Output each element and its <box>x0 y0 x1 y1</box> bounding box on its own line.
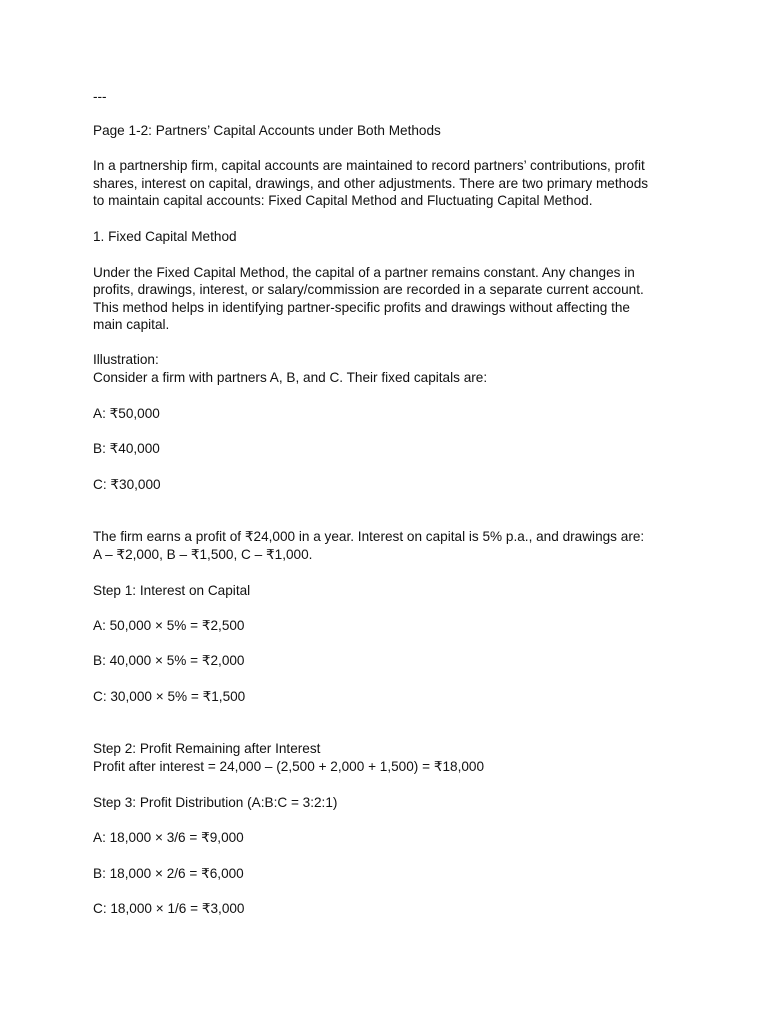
section-body-line-2: profits, drawings, interest, or salary/commission are recorded in a separate current account. <box>93 282 644 297</box>
capital-item: B: ₹40,000 <box>93 441 160 456</box>
step3-line: A: 18,000 × 3/6 = ₹9,000 <box>93 830 244 845</box>
step3-title: Step 3: Profit Distribution (A:B:C = 3:2:1) <box>93 795 338 810</box>
step1-line: B: 40,000 × 5% = ₹2,000 <box>93 653 245 668</box>
profit-text-line-2: A – ₹2,000, B – ₹1,500, C – ₹1,000. <box>93 547 313 562</box>
section-body-line-3: This method helps in identifying partner-specific profits and drawings without affecting the <box>93 300 630 315</box>
separator: --- <box>93 89 107 104</box>
section-body-line-4: main capital. <box>93 317 170 332</box>
intro-line-2: shares, interest on capital, drawings, and other adjustments. There are two primary methods <box>93 176 649 191</box>
step3-line: C: 18,000 × 1/6 = ₹3,000 <box>93 901 245 916</box>
step3-line: B: 18,000 × 2/6 = ₹6,000 <box>93 866 244 881</box>
profit-text-line-1: The firm earns a profit of ₹24,000 in a year. Interest on capital is 5% p.a., and drawings are: <box>93 529 645 544</box>
section-title: 1. Fixed Capital Method <box>93 229 237 244</box>
page-heading: Page 1-2: Partners’ Capital Accounts under Both Methods <box>93 123 441 138</box>
step2-text: Profit after interest = 24,000 – (2,500 + 2,000 + 1,500) = ₹18,000 <box>93 759 485 774</box>
intro-line-1: In a partnership firm, capital accounts are maintained to record partners’ contributions, profit <box>93 158 645 173</box>
illustration-text: Consider a firm with partners A, B, and C. Their fixed capitals are: <box>93 370 488 385</box>
step1-line: C: 30,000 × 5% = ₹1,500 <box>93 689 246 704</box>
capital-item: C: ₹30,000 <box>93 477 161 492</box>
section-body-line-1: Under the Fixed Capital Method, the capital of a partner remains constant. Any changes in <box>93 265 635 280</box>
capital-item: A: ₹50,000 <box>93 406 160 421</box>
intro-line-3: to maintain capital accounts: Fixed Capital Method and Fluctuating Capital Method. <box>93 193 593 208</box>
step1-line: A: 50,000 × 5% = ₹2,500 <box>93 618 245 633</box>
step2-title: Step 2: Profit Remaining after Interest <box>93 741 321 756</box>
step1-title: Step 1: Interest on Capital <box>93 583 251 598</box>
illustration-label: Illustration: <box>93 352 159 367</box>
